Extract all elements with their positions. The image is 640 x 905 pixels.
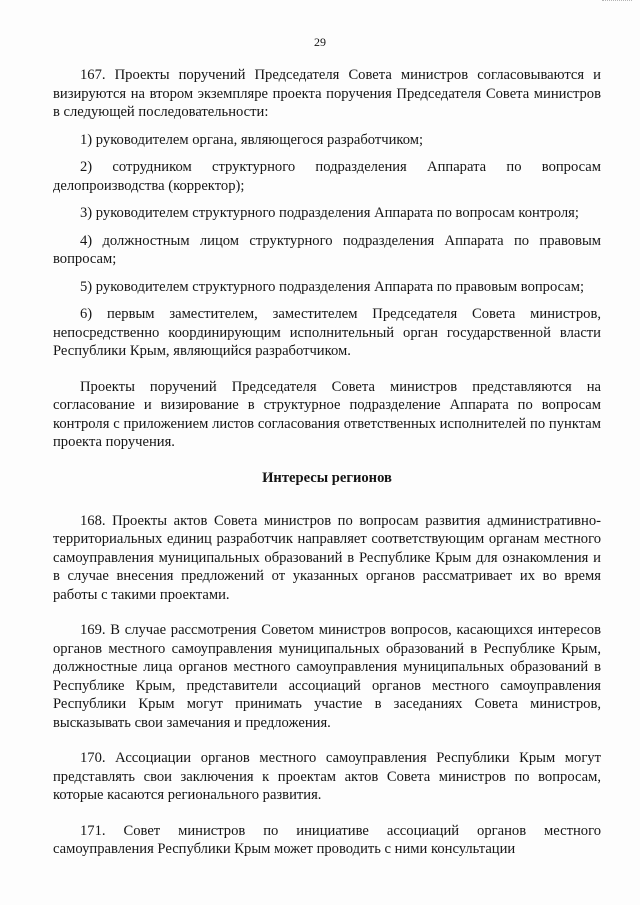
document-body <box>53 66 601 876</box>
page-number: 29 <box>314 35 326 49</box>
paragraph-167: 167. Проекты поручений Председателя Совета министров согласовываются и визируются на втором экземпляре проекта поручения Председателя Совета министров в следующей последовательности: <box>53 67 601 120</box>
list-item-4: 4) должностным лицом структурного подразделения Аппарата по правовым вопросам; <box>53 232 601 267</box>
scan-corner-mark <box>602 0 632 3</box>
list-item-6: 6) первым заместителем, заместителем Председателя Совета министров, непосредственно координирующим исполнительный орган государственной власти Республики Крым, являющийся разработчиком. <box>53 306 601 359</box>
list-item-3: 3) руководителем структурного подразделения Аппарата по вопросам контроля; <box>80 205 579 221</box>
paragraph-171: 171. Совет министров по инициативе ассоциаций органов местного самоуправления Республики Крым может проводить с ними консультации <box>53 822 601 857</box>
paragraph-approval-note: Проекты поручений Председателя Совета министров представляются на согласование и визирование в структурное подразделение Аппарата по вопросам контроля с приложением листов согласования ответственных исполнителей по пунктам проекта поручения. <box>53 378 601 450</box>
paragraph-170: 170. Ассоциации органов местного самоуправления Республики Крым могут представлять свои заключения к проектам актов Совета министров по вопросам, которые касаются регионального развития. <box>53 750 601 803</box>
list-item-5: 5) руководителем структурного подразделения Аппарата по правовым вопросам; <box>80 278 585 295</box>
paragraph-169: 169. В случае рассмотрения Советом министров вопросов, касающихся интересов органов местного самоуправления муниципальных образований в Республике Крым, должностные лица органов местного самоуправления муниципальных образований в Республике Крым, представители ассоциаций органов местного самоуправления Республики Крым могут принимать участие в заседаниях Совета министров, высказывать свои замечания и предложения. <box>53 622 601 731</box>
list-item-2: 2) сотрудником структурного подразделения Аппарата по вопросам делопроизводства (корректор); <box>53 159 601 194</box>
section-heading: Интересы регионов <box>262 469 392 486</box>
paragraph-168: 168. Проекты актов Совета министров по вопросам развития административно-территориальных единиц разработчик направляет соответствующим органам местного самоуправления муниципальных образований в Республике Крым для ознакомления и в случае внесения предложений от указанных органов рассматривает их во время работы с такими проектами. <box>53 512 601 603</box>
list-item-1: 1) руководителем органа, являющегося разработчиком; <box>80 131 424 148</box>
